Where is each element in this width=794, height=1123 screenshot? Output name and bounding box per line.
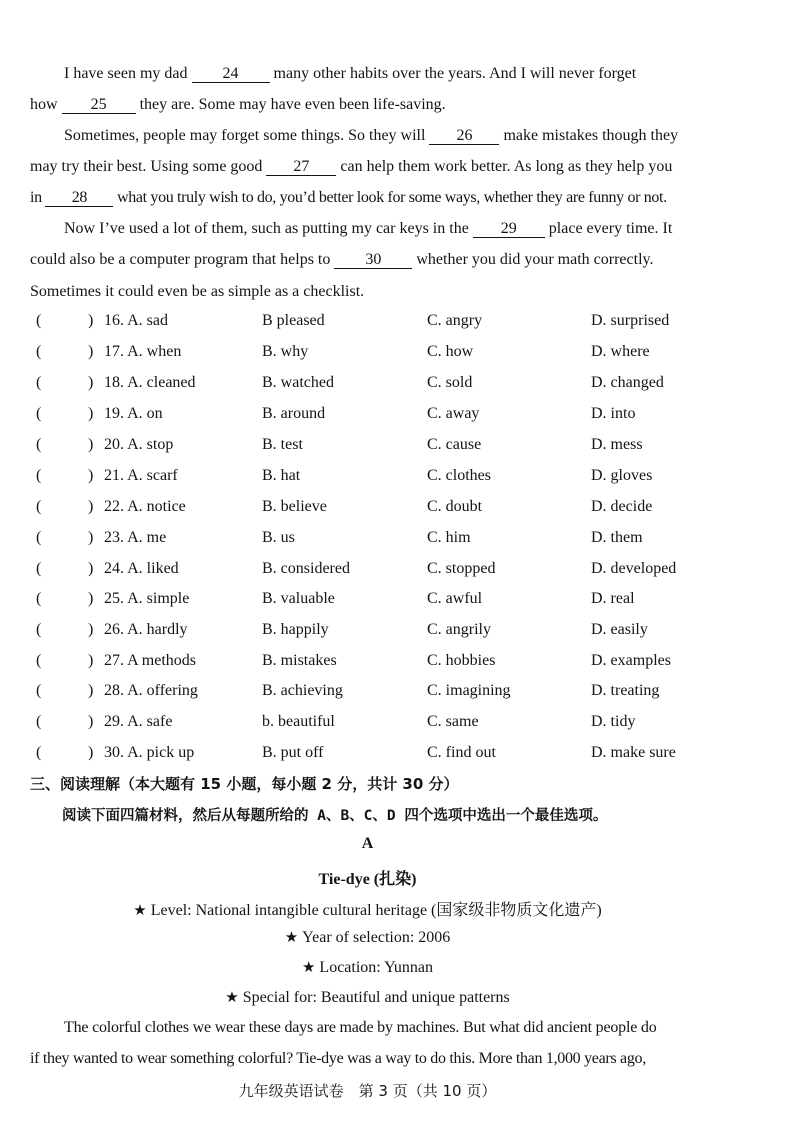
option-c: C. doubt: [427, 498, 483, 515]
option-a: 19. A. on: [104, 405, 163, 422]
option-a: 20. A. stop: [104, 436, 174, 453]
blank-28: 28: [45, 189, 113, 207]
option-d: D. examples: [591, 652, 671, 669]
option-row: ( ) 16. A. sad B pleased C. angry D. surprised: [36, 312, 670, 329]
blank-30: 30: [334, 251, 412, 269]
option-row: ( ) 25. A. simple B. valuable C. awful D. real: [36, 590, 635, 607]
option-a: 25. A. simple: [104, 590, 190, 607]
passage-line: Sometimes it could even be as simple as a checklist.: [30, 283, 365, 300]
article-title: Tie-dye (扎染): [318, 871, 417, 888]
option-c: C. hobbies: [427, 652, 496, 669]
option-a: 26. A. hardly: [104, 621, 188, 638]
passage-line: how 25 they are. Some may have even been life-saving.: [30, 96, 446, 113]
option-d: D. easily: [591, 621, 648, 638]
fact-year: ★ Year of selection: 2006: [284, 928, 451, 946]
option-a: 30. A. pick up: [104, 744, 195, 761]
option-b: B. achieving: [262, 682, 343, 699]
option-c: C. cause: [427, 436, 482, 453]
option-b: B. watched: [262, 374, 334, 391]
option-a: 22. A. notice: [104, 498, 186, 515]
star-icon: ★: [301, 958, 316, 976]
option-d: D. decide: [591, 498, 653, 515]
section-heading: 三、阅读理解（本大题有 15 小题，每小题 2 分，共计 30 分）: [30, 775, 459, 793]
option-c: C. how: [427, 343, 474, 360]
passage-line: in 28 what you truly wish to do, you’d better look for some ways, whether they are funny or not.: [30, 189, 667, 206]
blank-27: 27: [266, 158, 336, 176]
option-c: C. clothes: [427, 467, 491, 484]
option-c: C. stopped: [427, 560, 496, 577]
option-row: ( ) 27. A methods B. mistakes C. hobbies D. examples: [36, 652, 671, 669]
page-footer: 九年级英语试卷 第 3 页（共 10 页）: [238, 1082, 497, 1100]
option-row: ( ) 19. A. on B. around C. away D. into: [36, 405, 636, 422]
option-a: 16. A. sad: [104, 312, 168, 329]
option-row: ( ) 26. A. hardly B. happily C. angrily D. easily: [36, 621, 648, 638]
star-icon: ★: [225, 988, 239, 1006]
option-b: B. put off: [262, 744, 324, 761]
option-b: B. test: [262, 436, 303, 453]
option-row: ( ) 23. A. me B. us C. him D. them: [36, 529, 643, 546]
blank-24: 24: [192, 65, 270, 83]
passage-line: I have seen my dad 24 many other habits over the years. And I will never forget: [64, 65, 637, 82]
option-row: ( ) 24. A. liked B. considered C. stopped D. developed: [36, 560, 677, 577]
option-d: D. real: [591, 590, 635, 607]
option-c: C. away: [427, 405, 480, 422]
option-d: D. gloves: [591, 467, 653, 484]
option-b: B. us: [262, 529, 295, 546]
option-c: C. same: [427, 713, 479, 730]
passage-line: may try their best. Using some good 27 can help them work better. As long as they help you: [30, 158, 673, 175]
option-row: ( ) 29. A. safe b. beautiful C. same D. tidy: [36, 713, 636, 730]
option-b: B. hat: [262, 467, 301, 484]
article-body-line: if they wanted to wear something colorful? Tie-dye was a way to do this. More than 1,000 years ago,: [30, 1050, 646, 1067]
option-row: ( ) 18. A. cleaned B. watched C. sold D. changed: [36, 374, 664, 391]
option-a: 27. A methods: [104, 652, 197, 669]
passage-line: Now I’ve used a lot of them, such as putting my car keys in the 29 place every time. It: [64, 220, 673, 237]
option-d: D. mess: [591, 436, 643, 453]
option-a: 24. A. liked: [104, 560, 179, 577]
blank-26: 26: [429, 127, 499, 145]
option-b: b. beautiful: [262, 713, 335, 730]
option-row: ( ) 28. A. offering B. achieving C. imagining D. treating: [36, 682, 660, 699]
option-c: C. sold: [427, 374, 473, 391]
option-c: C. him: [427, 529, 471, 546]
option-c: C. find out: [427, 744, 496, 761]
option-b: B. valuable: [262, 590, 335, 607]
option-c: C. angrily: [427, 621, 491, 638]
option-b: B. why: [262, 343, 309, 360]
option-b: B. considered: [262, 560, 350, 577]
section-instruction: 阅读下面四篇材料，然后从每题所给的 A、B、C、D 四个选项中选出一个最佳选项。: [62, 808, 608, 824]
option-a: 29. A. safe: [104, 713, 173, 730]
option-row: ( ) 17. A. when B. why C. how D. where: [36, 343, 650, 360]
fact-level: ★ Level: National intangible cultural heritage (国家级非物质文化遗产): [133, 901, 602, 919]
option-c: C. awful: [427, 590, 483, 607]
option-b: B. around: [262, 405, 326, 422]
blank-29: 29: [473, 220, 545, 238]
option-a: 21. A. scarf: [104, 467, 178, 484]
blank-25: 25: [62, 96, 136, 114]
option-d: D. treating: [591, 682, 660, 699]
option-a: 18. A. cleaned: [104, 374, 196, 391]
option-row: ( ) 30. A. pick up B. put off C. find out D. make sure: [36, 744, 676, 761]
option-d: D. developed: [591, 560, 677, 577]
article-body-line: The colorful clothes we wear these days are made by machines. But what did ancient people do: [64, 1019, 657, 1036]
option-c: C. imagining: [427, 682, 511, 699]
star-icon: ★: [284, 928, 299, 946]
option-d: D. make sure: [591, 744, 676, 761]
option-b: B pleased: [262, 312, 325, 329]
option-row: ( ) 22. A. notice B. believe C. doubt D. decide: [36, 498, 653, 515]
option-a: 28. A. offering: [104, 682, 198, 699]
option-b: B. happily: [262, 621, 329, 638]
option-d: D. them: [591, 529, 643, 546]
star-icon: ★: [133, 901, 147, 919]
option-a: 17. A. when: [104, 343, 182, 360]
option-d: D. surprised: [591, 312, 670, 329]
option-b: B. mistakes: [262, 652, 337, 669]
option-d: D. into: [591, 405, 636, 422]
passage-line: Sometimes, people may forget some things. So they will 26 make mistakes though they: [64, 127, 679, 144]
option-b: B. believe: [262, 498, 327, 515]
fact-location: ★ Location: Yunnan: [301, 958, 434, 976]
option-a: 23. A. me: [104, 529, 167, 546]
option-d: D. changed: [591, 374, 664, 391]
option-d: D. tidy: [591, 713, 636, 730]
option-c: C. angry: [427, 312, 483, 329]
passage-line: could also be a computer program that helps to 30 whether you did your math correctly.: [30, 251, 654, 268]
part-letter: A: [361, 835, 374, 852]
fact-special: ★ Special for: Beautiful and unique patterns: [225, 988, 510, 1006]
option-row: ( ) 21. A. scarf B. hat C. clothes D. gloves: [36, 467, 653, 484]
option-row: ( ) 20. A. stop B. test C. cause D. mess: [36, 436, 643, 453]
option-d: D. where: [591, 343, 650, 360]
